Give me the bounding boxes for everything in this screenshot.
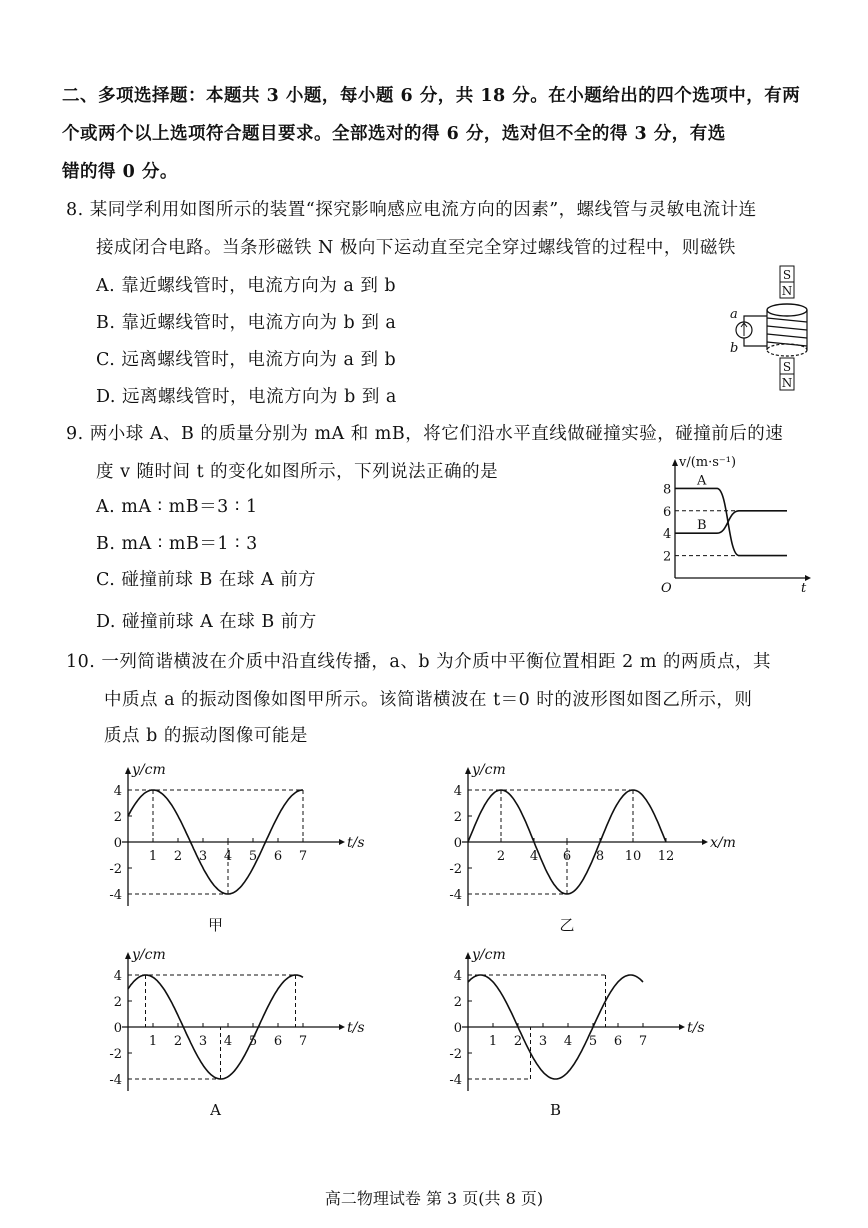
velocity-time-chart xyxy=(655,452,815,596)
x-tick-7: 7 xyxy=(298,849,308,864)
graph-option-a xyxy=(100,945,370,1120)
q8-option-b: B. 靠近螺线管时，电流方向为 b 到 a xyxy=(96,313,397,333)
graph-caption: 甲 xyxy=(207,916,224,934)
series-A-label: A xyxy=(697,473,707,489)
graph-caption: A xyxy=(210,1101,221,1119)
x-axis-label: t/s xyxy=(347,1020,365,1036)
x-tick-1: 1 xyxy=(148,1034,158,1049)
section-header-line-1: 二、多项选择题：本题共 3 小题，每小题 6 分，共 18 分。在小题给出的四个选项中，有两 xyxy=(62,86,801,106)
y-axis-label: y/cm xyxy=(132,762,166,778)
y-tick--2: -2 xyxy=(449,1047,462,1062)
q10-stem-line-3: 质点 b 的振动图像可能是 xyxy=(104,726,308,746)
y-tick-2: 2 xyxy=(453,810,462,825)
q10-stem-line-1: 10. 一列简谐横波在介质中沿直线传播，a、b 为介质中平衡位置相距 2 m 的两质点，其 xyxy=(66,652,772,672)
bottom-magnet-n-label: N xyxy=(781,376,793,390)
graph-caption: B xyxy=(549,1101,562,1119)
q9-stem-line-1: 9. 两小球 A、B 的质量分别为 mA 和 mB，将它们沿水平直线做碰撞实验，碰撞前后的速 xyxy=(66,424,784,444)
graph-yi xyxy=(440,760,736,935)
x-axis-label: x/m xyxy=(710,835,736,851)
graph-caption: 乙 xyxy=(559,916,575,934)
y-tick-4: 4 xyxy=(113,784,122,799)
series-B-label: B xyxy=(697,518,707,534)
x-tick-2: 2 xyxy=(496,849,506,864)
y-tick--4: -4 xyxy=(109,888,122,903)
y-tick--4: -4 xyxy=(449,888,462,903)
q8-stem-line-2: 接成闭合电路。当条形磁铁 N 极向下运动直至完全穿过螺线管的过程中，则磁铁 xyxy=(96,238,736,258)
x-tick-1: 1 xyxy=(488,1034,498,1049)
y-tick-2: 2 xyxy=(453,995,462,1010)
origin-label: O xyxy=(661,581,672,596)
bottom-magnet-s-label: S xyxy=(782,360,792,374)
y-tick-0: 0 xyxy=(113,1021,122,1036)
x-tick-6: 6 xyxy=(273,849,283,864)
v-tick-2: 2 xyxy=(663,549,672,565)
t-axis-label: t xyxy=(801,581,807,596)
v-tick-8: 8 xyxy=(663,482,672,498)
x-tick-6: 6 xyxy=(273,1034,283,1049)
y-tick-4: 4 xyxy=(453,969,462,984)
x-tick-7: 7 xyxy=(298,1034,308,1049)
x-tick-3: 3 xyxy=(198,849,208,864)
x-tick-8: 8 xyxy=(595,849,605,864)
x-tick-1: 1 xyxy=(148,849,158,864)
y-tick--2: -2 xyxy=(109,862,122,877)
v-tick-4: 4 xyxy=(663,527,672,543)
y-tick-2: 2 xyxy=(113,810,122,825)
q9-stem-line-2: 度 v 随时间 t 的变化如图所示，下列说法正确的是 xyxy=(96,462,499,482)
x-tick-12: 12 xyxy=(657,849,675,864)
q9-option-a: A. mA ∶ mB＝3 ∶ 1 xyxy=(96,497,258,517)
y-tick--4: -4 xyxy=(109,1073,122,1088)
x-tick-5: 5 xyxy=(588,1034,598,1049)
y-axis-label: y/cm xyxy=(132,947,166,963)
x-tick-2: 2 xyxy=(173,1034,183,1049)
top-magnet-s-label: S xyxy=(782,268,792,282)
q8-option-c: C. 远离螺线管时，电流方向为 a 到 b xyxy=(96,350,397,370)
v-axis-label: v/(m·s⁻¹) xyxy=(679,455,737,470)
x-axis-label: t/s xyxy=(347,835,365,851)
q10-stem-line-2: 中质点 a 的振动图像如图甲所示。该简谐横波在 t＝0 时的波形图如图乙所示，则 xyxy=(104,690,753,710)
x-tick-6: 6 xyxy=(562,849,572,864)
q8-stem-line-1: 8. 某同学利用如图所示的装置“探究影响感应电流方向的因素”，螺线管与灵敏电流计连 xyxy=(66,200,757,220)
x-tick-5: 5 xyxy=(248,1034,258,1049)
section-header-line-2: 个或两个以上选项符合题目要求。全部选对的得 6 分，选对但不全的得 3 分，有选 xyxy=(62,124,726,144)
y-tick--4: -4 xyxy=(449,1073,462,1088)
section-header-line-3: 错的得 0 分。 xyxy=(62,162,178,182)
y-axis-label: y/cm xyxy=(472,762,506,778)
graph-option-b xyxy=(440,945,710,1120)
page-footer: 高二物理试卷 第 3 页(共 8 页) xyxy=(324,1189,544,1208)
terminal-b-label: b xyxy=(730,341,739,356)
x-tick-4: 4 xyxy=(563,1034,573,1049)
x-tick-3: 3 xyxy=(198,1034,208,1049)
y-tick--2: -2 xyxy=(449,862,462,877)
x-tick-4: 4 xyxy=(223,1034,233,1049)
x-tick-6: 6 xyxy=(613,1034,623,1049)
series-B-line xyxy=(675,511,787,533)
y-axis-label: y/cm xyxy=(472,947,506,963)
y-tick-4: 4 xyxy=(453,784,462,799)
y-tick-4: 4 xyxy=(113,969,122,984)
q9-option-c: C. 碰撞前球 B 在球 A 前方 xyxy=(96,570,317,590)
graph-jia xyxy=(100,760,370,935)
x-tick-2: 2 xyxy=(173,849,183,864)
x-tick-10: 10 xyxy=(624,849,642,864)
x-tick-4: 4 xyxy=(223,849,233,864)
series-A-line xyxy=(675,488,787,555)
x-tick-7: 7 xyxy=(638,1034,648,1049)
y-tick--2: -2 xyxy=(109,1047,122,1062)
v-tick-6: 6 xyxy=(663,504,672,520)
top-magnet-n-label: N xyxy=(781,284,793,298)
q9-option-d: D. 碰撞前球 A 在球 B 前方 xyxy=(96,612,317,632)
x-tick-5: 5 xyxy=(248,849,258,864)
q8-option-a: A. 靠近螺线管时，电流方向为 a 到 b xyxy=(96,276,397,296)
x-axis-label: t/s xyxy=(687,1020,705,1036)
solenoid-figure xyxy=(728,266,808,396)
y-tick-0: 0 xyxy=(453,836,462,851)
y-tick-2: 2 xyxy=(113,995,122,1010)
y-tick-0: 0 xyxy=(453,1021,462,1036)
y-tick-0: 0 xyxy=(113,836,122,851)
x-tick-4: 4 xyxy=(529,849,539,864)
x-tick-2: 2 xyxy=(513,1034,523,1049)
x-tick-3: 3 xyxy=(538,1034,548,1049)
q8-option-d: D. 远离螺线管时，电流方向为 b 到 a xyxy=(96,387,397,407)
q9-option-b: B. mA ∶ mB＝1 ∶ 3 xyxy=(96,534,258,554)
terminal-a-label: a xyxy=(730,307,738,322)
